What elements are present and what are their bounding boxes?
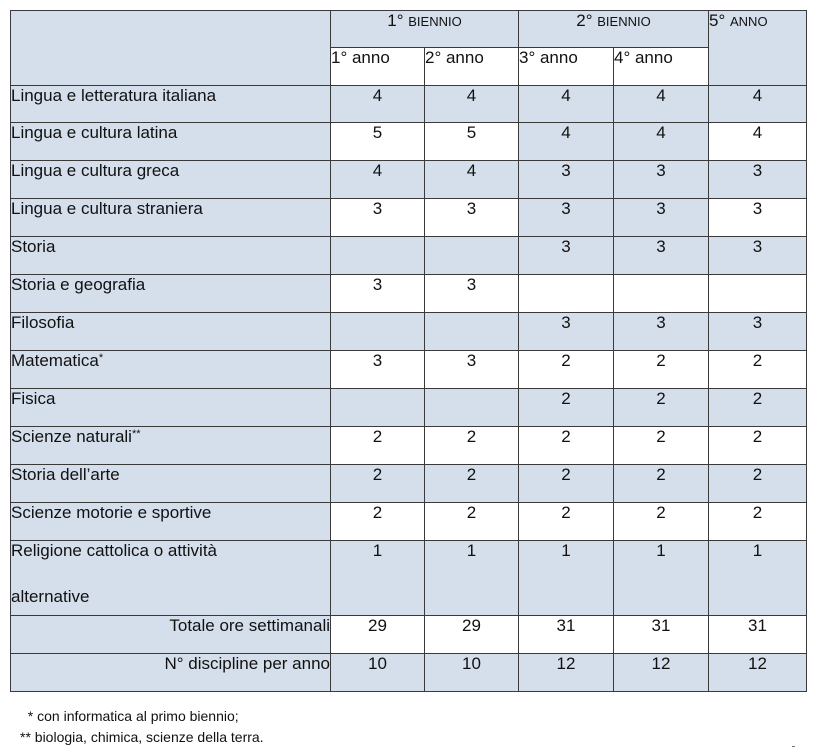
subject-name: Lingua e cultura latina <box>11 123 331 161</box>
header-corner <box>11 11 331 86</box>
subject-name: Scienze naturali** <box>11 427 331 465</box>
subject-name: Storia dell’arte <box>11 465 331 503</box>
total-cell: 12 <box>614 654 709 692</box>
hours-cell: 2 <box>519 503 614 541</box>
hours-cell: 2 <box>614 427 709 465</box>
total-label: N° discipline per anno <box>11 654 331 692</box>
subject-name: Storia <box>11 237 331 275</box>
hours-cell: 3 <box>331 351 425 389</box>
hours-cell <box>425 313 519 351</box>
hours-cell: 3 <box>709 199 807 237</box>
hours-cell: 2 <box>709 389 807 427</box>
hours-cell: 4 <box>331 161 425 199</box>
hours-cell: 3 <box>425 199 519 237</box>
header-group-row <box>11 11 807 48</box>
hours-cell: 2 <box>425 465 519 503</box>
hours-cell: 3 <box>519 313 614 351</box>
subject-row <box>11 275 807 313</box>
hours-cell: 4 <box>709 123 807 161</box>
hours-cell <box>331 237 425 275</box>
hours-cell: 2 <box>519 389 614 427</box>
subject-row <box>11 351 807 389</box>
total-cell: 12 <box>709 654 807 692</box>
header-year-4: 4° anno <box>614 48 709 86</box>
subject-row <box>11 161 807 199</box>
hours-cell: 4 <box>519 86 614 123</box>
header-year-1: 1° anno <box>331 48 425 86</box>
hours-cell <box>331 389 425 427</box>
hours-cell: 3 <box>614 161 709 199</box>
hours-cell: 1 <box>709 541 807 616</box>
header-quinto-anno: 5° ANNO <box>709 11 807 86</box>
total-cell: 10 <box>331 654 425 692</box>
hours-cell: 3 <box>519 161 614 199</box>
hours-cell: 1 <box>331 541 425 616</box>
hours-cell <box>519 275 614 313</box>
hours-cell: 3 <box>425 275 519 313</box>
hours-cell: 3 <box>331 199 425 237</box>
subject-name: Filosofia <box>11 313 331 351</box>
subject-row <box>11 123 807 161</box>
hours-cell: 2 <box>425 427 519 465</box>
total-cell: 31 <box>519 616 614 654</box>
hours-cell: 2 <box>709 465 807 503</box>
subject-row <box>11 86 807 123</box>
hours-cell: 2 <box>519 351 614 389</box>
total-hours-row <box>11 616 807 654</box>
hours-cell <box>425 389 519 427</box>
subject-name: Lingua e cultura greca <box>11 161 331 199</box>
total-cell: 29 <box>425 616 519 654</box>
header-year-3: 3° anno <box>519 48 614 86</box>
hours-cell: 3 <box>614 237 709 275</box>
subject-name: Lingua e cultura straniera <box>11 199 331 237</box>
hours-cell: 1 <box>519 541 614 616</box>
subject-name: Fisica <box>11 389 331 427</box>
hours-cell <box>614 275 709 313</box>
total-cell: 31 <box>709 616 807 654</box>
hours-cell: 3 <box>709 313 807 351</box>
total-label: Totale ore settimanali <box>11 616 331 654</box>
hours-cell: 2 <box>614 465 709 503</box>
hours-cell: 4 <box>519 123 614 161</box>
subject-name: Lingua e letteratura italiana <box>11 86 331 123</box>
hours-cell: 2 <box>709 351 807 389</box>
subject-row <box>11 465 807 503</box>
footnote-scienze: ** biologia, chimica, scienze della terra. <box>20 729 264 745</box>
hours-cell: 3 <box>709 161 807 199</box>
header-secondo-biennio: 2° BIENNIO <box>519 11 709 48</box>
subject-row <box>11 503 807 541</box>
discipline-count-row <box>11 654 807 692</box>
hours-cell: 3 <box>614 199 709 237</box>
subject-row <box>11 389 807 427</box>
footnote-marker: ** <box>131 428 141 440</box>
header-primo-biennio: 1° BIENNIO <box>331 11 519 48</box>
hours-cell: 3 <box>519 237 614 275</box>
hours-cell: 5 <box>425 123 519 161</box>
total-cell: 10 <box>425 654 519 692</box>
hours-cell: 4 <box>425 161 519 199</box>
subject-name: Storia e geografia <box>11 275 331 313</box>
hours-cell: 4 <box>331 86 425 123</box>
hours-cell: 2 <box>519 465 614 503</box>
hours-cell: 4 <box>425 86 519 123</box>
hours-cell: 3 <box>709 237 807 275</box>
subject-row <box>11 237 807 275</box>
subject-name: Religione cattolica o attività alternative <box>11 541 331 616</box>
subject-row <box>11 427 807 465</box>
hours-cell: 2 <box>709 427 807 465</box>
total-cell: 29 <box>331 616 425 654</box>
footnote-marker: * <box>98 352 104 364</box>
total-cell: 12 <box>519 654 614 692</box>
hours-cell: 2 <box>614 389 709 427</box>
hours-cell: 1 <box>614 541 709 616</box>
header-year-2: 2° anno <box>425 48 519 86</box>
hours-cell <box>709 275 807 313</box>
hours-cell: 2 <box>425 503 519 541</box>
hours-cell: 3 <box>519 199 614 237</box>
hours-cell: 2 <box>331 427 425 465</box>
schedule-table <box>10 10 807 692</box>
hours-cell <box>331 313 425 351</box>
hours-cell: 3 <box>331 275 425 313</box>
hours-cell: 1 <box>425 541 519 616</box>
hours-cell: 4 <box>709 86 807 123</box>
subject-name: Matematica* <box>11 351 331 389</box>
footnote-informatica: * con informatica al primo biennio; <box>20 708 239 724</box>
hours-cell: 4 <box>614 86 709 123</box>
hours-cell: 2 <box>614 503 709 541</box>
subject-row-religione <box>11 541 807 616</box>
hours-cell <box>425 237 519 275</box>
page-mark <box>792 746 795 747</box>
hours-cell: 4 <box>614 123 709 161</box>
hours-cell: 5 <box>331 123 425 161</box>
subject-name: Scienze motorie e sportive <box>11 503 331 541</box>
subject-row <box>11 199 807 237</box>
subject-row <box>11 313 807 351</box>
hours-cell: 2 <box>331 465 425 503</box>
hours-cell: 2 <box>519 427 614 465</box>
hours-cell: 3 <box>425 351 519 389</box>
footnotes <box>20 706 264 748</box>
total-cell: 31 <box>614 616 709 654</box>
hours-cell: 3 <box>614 313 709 351</box>
hours-cell: 2 <box>614 351 709 389</box>
hours-cell: 2 <box>709 503 807 541</box>
hours-cell: 2 <box>331 503 425 541</box>
